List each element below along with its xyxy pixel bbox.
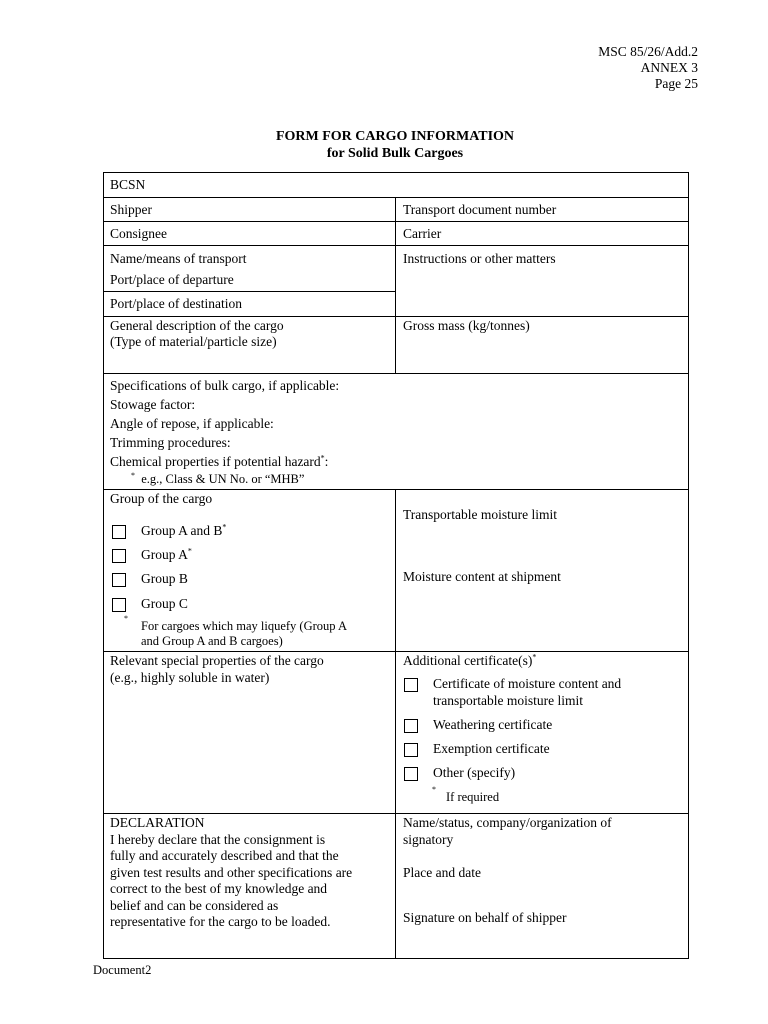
form-title-line1: FORM FOR CARGO INFORMATION (275, 129, 515, 144)
group-footnote-line2: and Group A and B cargoes) (141, 634, 283, 648)
declaration-line: belief and can be considered as (110, 898, 279, 913)
instructions-cell[interactable] (395, 245, 689, 317)
signature-label: Signature on behalf of shipper (403, 910, 567, 925)
document-footer: Document2 (93, 963, 152, 977)
group-a-and-b-label (141, 522, 226, 539)
general-description-cell[interactable] (103, 316, 396, 374)
spec-footnote-text: e.g., Class & UN No. or “MHB” (141, 472, 305, 486)
moisture-cell[interactable] (395, 489, 689, 652)
footnote-mark: * (320, 453, 325, 463)
transport-doc-cell[interactable] (395, 197, 689, 222)
colon: : (324, 454, 329, 469)
stowage-factor-label: Stowage factor: (110, 397, 196, 412)
footnote-mark: * (131, 470, 135, 480)
group-option-text: Group A and B (141, 523, 223, 538)
certificates-footnote-mark (432, 785, 436, 802)
footnote-mark: * (222, 522, 227, 532)
group-footnote-line1: For cargoes which may liquefy (Group A (141, 619, 347, 633)
consignee-label: Consignee (110, 226, 167, 241)
footnote-mark: * (124, 613, 128, 623)
special-properties-example: (e.g., highly soluble in water) (110, 670, 270, 685)
special-properties-cell[interactable] (103, 651, 396, 814)
doc-ref-line: MSC 85/26/Add.2 (598, 44, 698, 59)
footnote-mark: * (432, 784, 436, 794)
certificates-heading (403, 652, 536, 669)
declaration-line: representative for the cargo to be loaded. (110, 914, 331, 929)
chemical-properties-label (110, 453, 328, 470)
declaration-line: I hereby declare that the consignment is (110, 832, 326, 847)
chemical-properties-text: Chemical properties if potential hazard (110, 454, 321, 469)
group-a-label (141, 546, 192, 563)
certificates-cell (395, 651, 689, 814)
group-option-text: Group A (141, 547, 188, 562)
footnote-mark: * (532, 652, 537, 662)
spec-footnote (131, 471, 304, 488)
certificates-footnote: If required (446, 790, 500, 804)
specifications-cell[interactable] (103, 373, 689, 490)
shipper-cell[interactable] (103, 197, 396, 222)
form-title (0, 128, 768, 162)
footnote-mark: * (187, 546, 192, 556)
group-b-checkbox[interactable] (112, 573, 126, 587)
special-properties-label: Relevant special properties of the cargo (110, 653, 324, 668)
declaration-line: fully and accurately described and that the (110, 848, 339, 863)
group-heading: Group of the cargo (110, 491, 213, 506)
carrier-cell[interactable] (395, 221, 689, 246)
group-a-checkbox[interactable] (112, 549, 126, 563)
group-b-label: Group B (141, 571, 188, 586)
general-desc-sublabel: (Type of material/particle size) (110, 334, 277, 349)
doc-reference (598, 44, 698, 92)
group-a-and-b-checkbox[interactable] (112, 525, 126, 539)
consignee-cell[interactable] (103, 221, 396, 246)
gross-mass-label: Gross mass (kg/tonnes) (403, 318, 530, 333)
exemption-certificate-checkbox[interactable] (404, 743, 418, 757)
declaration-line: correct to the best of my knowledge and (110, 881, 328, 896)
spec-heading: Specifications of bulk cargo, if applicable: (110, 378, 340, 393)
place-date-label: Place and date (403, 865, 481, 880)
port-destination-label: Port/place of destination (110, 296, 242, 311)
doc-page-line: Page 25 (654, 76, 698, 91)
group-c-label: Group C (141, 596, 188, 611)
declaration-line: given test results and other specifications are (110, 865, 353, 880)
other-certificate-label: Other (specify) (433, 765, 516, 780)
declaration-heading: DECLARATION (110, 815, 205, 830)
moisture-certificate-label: Certificate of moisture content and (433, 676, 622, 691)
group-c-checkbox[interactable] (112, 598, 126, 612)
form-title-line2: for Solid Bulk Cargoes (326, 146, 464, 161)
gross-mass-cell[interactable] (395, 316, 689, 374)
certificates-heading-text: Additional certificate(s) (403, 653, 533, 668)
moisture-certificate-label-line2: transportable moisture limit (433, 693, 583, 708)
angle-repose-label: Angle of repose, if applicable: (110, 416, 274, 431)
trimming-label: Trimming procedures: (110, 435, 231, 450)
bcsn-label: BCSN (110, 177, 146, 192)
other-certificate-checkbox[interactable] (404, 767, 418, 781)
name-status-label: Name/status, company/organization of (403, 815, 612, 830)
transport-doc-label: Transport document number (403, 202, 557, 217)
moisture-certificate-checkbox[interactable] (404, 678, 418, 692)
transport-means-cell[interactable] (103, 245, 396, 292)
moisture-content-label: Moisture content at shipment (403, 569, 561, 584)
group-footnote-mark (124, 614, 128, 631)
bcsn-cell[interactable] (103, 172, 689, 198)
declaration-cell (103, 813, 396, 959)
port-departure-label: Port/place of departure (110, 272, 234, 287)
signatory-cell[interactable] (395, 813, 689, 959)
port-destination-cell[interactable] (103, 291, 396, 317)
moisture-limit-label: Transportable moisture limit (403, 507, 557, 522)
weathering-certificate-checkbox[interactable] (404, 719, 418, 733)
group-cell (103, 489, 396, 652)
general-desc-label: General description of the cargo (110, 318, 284, 333)
name-means-label: Name/means of transport (110, 251, 247, 266)
exemption-certificate-label: Exemption certificate (433, 741, 550, 756)
carrier-label: Carrier (403, 226, 442, 241)
doc-annex-line: ANNEX 3 (640, 60, 698, 75)
weathering-certificate-label: Weathering certificate (433, 717, 553, 732)
instructions-label: Instructions or other matters (403, 251, 556, 266)
name-status-label-line2: signatory (403, 832, 454, 847)
shipper-label: Shipper (110, 202, 152, 217)
